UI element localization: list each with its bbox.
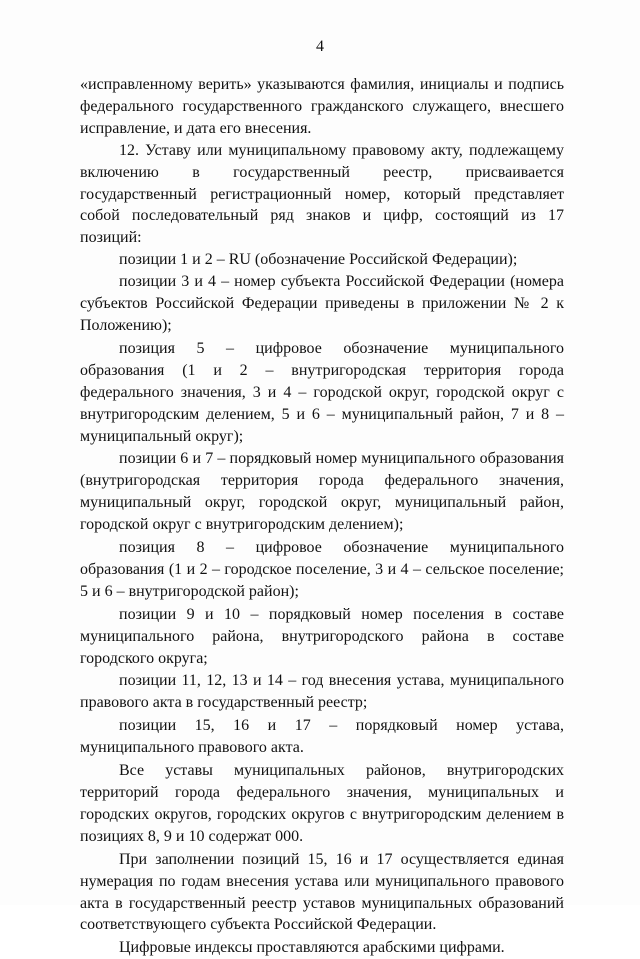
- paragraph-positions-11-14: позиции 11, 12, 13 и 14 – год внесения устава, муниципального правового акта в государственный реестр;: [80, 672, 564, 712]
- paragraph-position-8: позиция 8 – цифровое обозначение муниципального образования (1 и 2 – городское поселение, 3 и 4 – сельское поселение; 5 и 6 – внутригородской район);: [80, 539, 564, 600]
- paragraph-position-5: позиция 5 – цифровое обозначение муниципального образования (1 и 2 – внутригородская территория города федерального значения, 3 и 4 – городской округ, городской округ с внутригородским делением, 5 и 6 – муниципальный район, 7 и 8 – муниципальный округ);: [80, 339, 564, 445]
- paragraph-positions-9-10: позиции 9 и 10 – порядковый номер поселения в составе муниципального района, внутригородского района в составе городского округа;: [80, 605, 564, 667]
- page-number: 4: [316, 38, 324, 55]
- paragraph-all-charters: Все уставы муниципальных районов, внутригородских территорий города федерального значения, муниципальных и городских округов, городских округов с внутригородским делением в позициях 8, 9 и 10 содержат 000.: [80, 762, 564, 845]
- paragraph-arabic-digits: Цифровые индексы проставляются арабскими цифрами.: [119, 939, 505, 957]
- paragraph-numbering: При заполнении позиций 15, 16 и 17 осуществляется единая нумерация по годам внесения устава или муниципального правового акта в государственный реестр уставов муниципальных образований соответствующего субъекта Российской Федерации.: [80, 850, 564, 934]
- document-body: [80, 74, 564, 959]
- paragraph-positions-6-7: позиции 6 и 7 – порядковый номер муниципального образования (внутригородская территория города федерального значения, муниципальный округ, городской округ, муниципальный район, городской округ с внутригородским делением);: [80, 450, 564, 534]
- paragraph-correction-note: «исправленному верить» указываются фамилия, инициалы и подпись федерального государственного гражданского служащего, внесшего исправление, и дата его внесения.: [80, 76, 564, 137]
- paragraph-clause-12: 12. Уставу или муниципальному правовому акту, подлежащему включению в государственный реестр, присваивается государственный регистрационный номер, который представляет собой последовательный ряд знаков и цифр, состоящий из 17 позиций:: [80, 141, 564, 247]
- paragraph-positions-15-17: позиции 15, 16 и 17 – порядковый номер устава, муниципального правового акта.: [80, 717, 564, 757]
- paragraph-positions-3-4: позиции 3 и 4 – номер субъекта Российской Федерации (номера субъектов Российской Федерации приведены в приложении № 2 к Положению);: [80, 273, 564, 334]
- paragraph-positions-1-2: позиции 1 и 2 – RU (обозначение Российской Федерации);: [119, 251, 518, 269]
